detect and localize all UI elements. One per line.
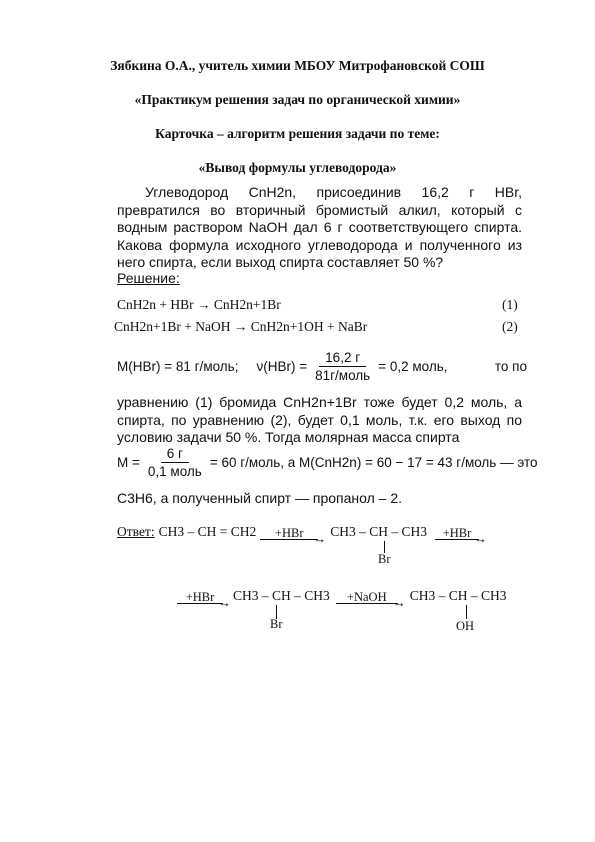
solution-label: Решение: <box>117 270 180 286</box>
m-rhs: = 60 г/моль, а M(CnH2n) = 60 − 17 = 43 г/моль — это <box>209 455 538 470</box>
answer-label: Ответ: <box>117 524 155 539</box>
arrow-naoh-label: +NaOH <box>346 590 387 604</box>
author-line: Зябкина О.А., учитель химии МБОУ Митрофановской СОШ <box>110 58 485 73</box>
nu-denominator: 81г/моль <box>315 368 371 383</box>
nu-rhs: = 0,2 моль, <box>378 359 448 374</box>
arrow-hbr-3-label: +HBr <box>185 590 215 604</box>
nu-lhs: ν(HBr) = <box>256 359 308 374</box>
arrow-hbr-3 <box>177 591 223 604</box>
m-lhs: M = <box>117 455 140 470</box>
branch-oh: OH <box>456 619 475 633</box>
answer-line-2 <box>175 588 507 604</box>
equation-1: CnH2n + HBr → CnH2n+1Br <box>117 297 281 312</box>
arrow-naoh <box>336 591 398 604</box>
nu-line <box>117 350 527 383</box>
answer-start: CH3 – CH = CH2 <box>158 524 257 539</box>
branch-br-1: Br <box>378 552 391 566</box>
answer-end: CH3 – CH – CH3 <box>409 588 507 603</box>
equation-1-number: (1) <box>502 297 518 312</box>
arrow-icon <box>435 539 479 540</box>
arrow-icon <box>260 539 318 540</box>
m-hbr: M(HBr) = 81 г/моль; <box>117 359 239 374</box>
topic-title: «Вывод формулы углеводорода» <box>198 160 397 175</box>
bond-line-3 <box>466 605 467 619</box>
equation-2: CnH2n+1Br + NaOH → CnH2n+1OH + NaBr <box>114 319 368 334</box>
problem-text: Углеводород CnH2n, присоединив 16,2 г HBr, превратился во вторичный бромистый алкил, который с водным раствором NaOH дал 6 г соответствующего спирта. Какова формула исходного углеводорода и полученного из него спирта, если выход спирта составляет 50 %? <box>117 184 522 270</box>
arrow-icon <box>177 603 223 604</box>
branch-br-2: Br <box>270 617 283 631</box>
equation-2-number: (2) <box>502 319 518 334</box>
answer-mid-1: CH3 – CH – CH3 <box>330 524 427 539</box>
m-fraction <box>142 446 208 479</box>
answer-line-1 <box>117 524 481 540</box>
nu-fraction <box>309 350 376 383</box>
arrow-hbr-1 <box>260 527 318 540</box>
arrow-hbr-2-label: +HBr <box>442 526 472 540</box>
m-numerator: 6 г <box>161 446 189 463</box>
arrow-hbr-2 <box>435 527 479 540</box>
nu-numerator: 16,2 г <box>319 350 366 367</box>
arrow-hbr-1-label: +HBr <box>274 526 304 540</box>
nu-tail: то по <box>494 359 527 374</box>
conclusion-text: C3H6, а полученный спирт — пропанол – 2. <box>117 490 403 506</box>
arrow-icon <box>336 603 398 604</box>
solution-paragraph: уравнению (1) бромида CnH2n+1Br тоже будет 0,2 моль, а спирта, по уравнению (2), будет 0,1 моль, т.к. его выход по условию задачи 50 %. Тогда молярная масса спирта <box>117 394 522 445</box>
card-title: Карточка – алгоритм решения задачи по теме: <box>155 126 440 141</box>
molar-mass-line <box>117 446 538 479</box>
course-title: «Практикум решения задач по органической химии» <box>134 92 461 107</box>
m-denominator: 0,1 моль <box>147 464 202 479</box>
solution-label-wrap <box>117 270 180 286</box>
answer-mid-2: CH3 – CH – CH3 <box>233 588 330 603</box>
